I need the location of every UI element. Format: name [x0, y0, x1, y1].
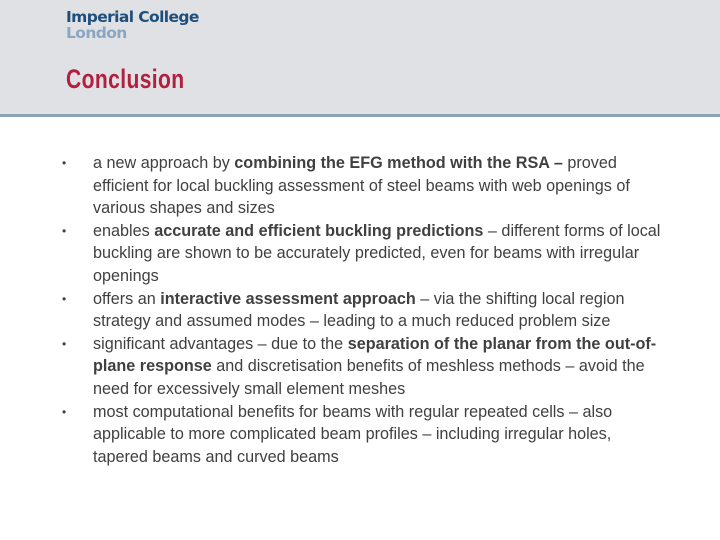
bullet-item	[0, 288, 720, 333]
bullet-dot-icon: •	[62, 223, 67, 238]
bullet-dot-icon: •	[62, 291, 67, 306]
slide-title: Conclusion	[66, 64, 185, 94]
bullet-dot-icon: •	[62, 404, 67, 419]
bullet-item	[0, 152, 720, 220]
bullet-dot-icon: •	[62, 336, 67, 351]
bullet-text-pre: offers an	[93, 289, 161, 308]
imperial-college-logo	[66, 9, 199, 41]
bullet-text-post: and discretisation benefits of meshless methods – avoid the need for excessively small element meshes	[93, 357, 645, 398]
bullet-text-bold: interactive assessment approach	[160, 289, 416, 308]
bullet-text-bold: accurate and efficient buckling predictions	[154, 221, 484, 240]
bullet-text-pre: significant advantages – due to the	[93, 334, 348, 353]
bullet-item	[0, 401, 720, 469]
bullet-text-post: proved efficient for local buckling assessment of steel beams with web openings of various shapes and sizes	[93, 154, 630, 218]
bullet-text-pre: most computational benefits for beams with regular repeated cells – also applicable to more complicated beam profiles – including irregular holes, tapered beams and curved beams	[93, 402, 613, 466]
bullet-text-pre: a new approach by	[93, 154, 235, 172]
slide-header	[0, 0, 720, 117]
bullet-text-post: – via the shifting local region strategy and assumed modes – leading to a much reduced problem size	[93, 289, 625, 331]
logo-line-1: Imperial College	[66, 8, 199, 26]
bullet-text-bold: separation of the planar from the out-of-plane response	[93, 334, 657, 376]
bullet-text-bold: combining the EFG method with the RSA –	[234, 154, 563, 172]
logo-line-2: London	[66, 24, 127, 42]
bullet-text-post: – different forms of local buckling are shown to be accurately predicted, even for beams with irregular openings	[93, 221, 661, 285]
bullet-item	[0, 220, 720, 288]
bullet-text-pre: enables	[93, 221, 155, 240]
bullet-item	[0, 333, 720, 401]
bullet-list	[0, 152, 720, 468]
bullet-dot-icon: •	[62, 156, 67, 170]
